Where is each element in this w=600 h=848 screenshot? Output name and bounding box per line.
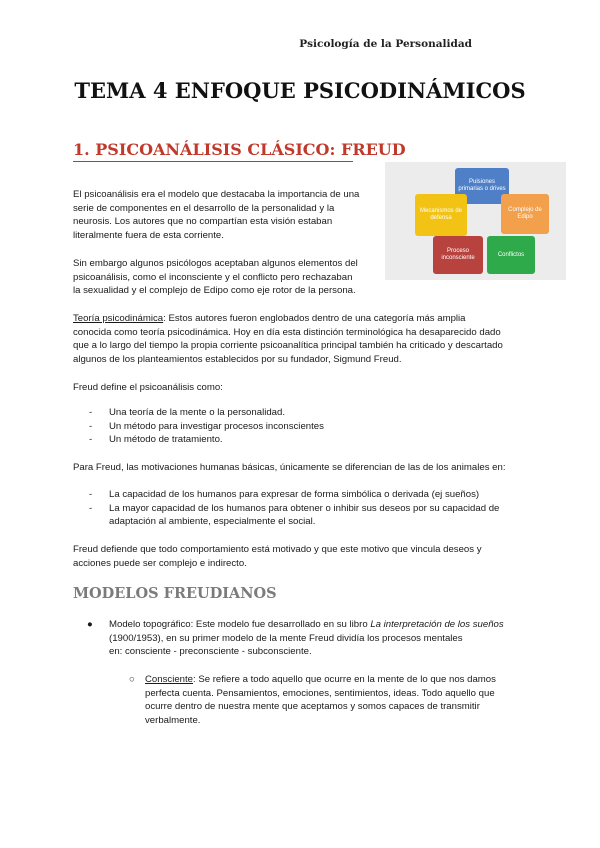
paragraph-behavior: Freud defiende que todo comportamiento está motivado y que este motivo que vincula deseos y acciones puede ser complejo e indirecto. bbox=[73, 544, 482, 569]
bullet-topographic-model: ● Modelo topográfico: Este modelo fue desarrollado en su libro La interpretación de los sueños (1900/1953), en su primer modelo de la mente Freud dividía los procesos mentales en: consciente - preconsciente - subconsciente. bbox=[87, 619, 504, 658]
paragraph-psychologists: Sin embargo algunos psicólogos aceptaban algunos elementos del psicoanálisis, como el inconsciente y el conflicto pero rechazaban la sexualidad y el complejo de Edipo como eje rotor de la persona. bbox=[73, 258, 358, 297]
course-header: Psicología de la Personalidad bbox=[299, 38, 472, 50]
paragraph-psychodynamic-theory: Teoría psicodinámica: Estos autores fueron englobados dentro de una categoría más amplia conocida como teoría psicodinámica. Hoy en día esta distinción terminológica ha desaparecido dado que a lo largo del tiempo la propia corriente psicoanalítica principal también ha criticado y descartado algunos de los planteamientos establecidos por su fundador, Sigmund Freud. bbox=[73, 313, 503, 365]
subbullet-conscious: ○ Consciente: Se refiere a todo aquello que ocurre en la mente de lo que nos damos perfecta cuenta. Pensamientos, emociones, sentimientos, ideas. Todo aquello que ocurre dentro de nuestra mente que aceptamos y somos capaces de transmitir verbalmente. bbox=[129, 674, 496, 726]
term-conscious: Consciente bbox=[145, 674, 193, 685]
paragraph-motivations: Para Freud, las motivaciones humanas básicas, únicamente se diferencian de las de los animales en: bbox=[73, 462, 506, 473]
list-item: - Una teoría de la mente o la personalidad. bbox=[89, 407, 285, 418]
section-heading-models: MODELOS FREUDIANOS bbox=[73, 585, 277, 602]
book-title: La interpretación de los sueños bbox=[370, 619, 504, 630]
diagram-box-drives: Pulsiones primarias o drives bbox=[455, 168, 509, 204]
diagram-box-conflicts: Conflictos bbox=[487, 236, 535, 274]
section-underline bbox=[73, 161, 353, 162]
section-heading-freud: 1. PSICOANÁLISIS CLÁSICO: FREUD bbox=[73, 140, 406, 159]
bullet-dot: ● bbox=[87, 619, 93, 630]
diagram-box-defense: Mecanismos de defensa bbox=[415, 194, 467, 236]
list-item: - Un método para investigar procesos inconscientes bbox=[89, 420, 324, 432]
diagram-box-unconscious: Proceso inconsciente bbox=[433, 236, 483, 274]
list-item: - La capacidad de los humanos para expresar de forma simbólica o derivada (ej sueños) bbox=[89, 489, 480, 500]
list-item: - La mayor capacidad de los humanos para obtener o inhibir sus deseos por su capacidad de adaptación al ambiente, especialmente el social. bbox=[89, 502, 500, 528]
list-definition bbox=[73, 406, 324, 447]
list-motivations bbox=[73, 488, 499, 529]
page-title: TEMA 4 ENFOQUE PSICODINÁMICOS bbox=[74, 78, 526, 103]
list-item: - Un método de tratamiento. bbox=[89, 434, 223, 446]
term-psychodynamic: Teoría psicodinámica bbox=[73, 313, 164, 324]
freud-concepts-diagram bbox=[385, 162, 566, 280]
paragraph-intro: El psicoanálisis era el modelo que destacaba la importancia de una serie de componentes en el desarrollo de la personalidad y la neurosis. Los autores que no compartían esta visión estaban literalmente fuera de esta corriente. bbox=[73, 189, 360, 241]
paragraph-definition: Freud define el psicoanálisis como: bbox=[73, 382, 223, 393]
diagram-box-oedipus: Complejo de Edipo bbox=[501, 194, 549, 234]
bullet-circle: ○ bbox=[129, 674, 135, 685]
